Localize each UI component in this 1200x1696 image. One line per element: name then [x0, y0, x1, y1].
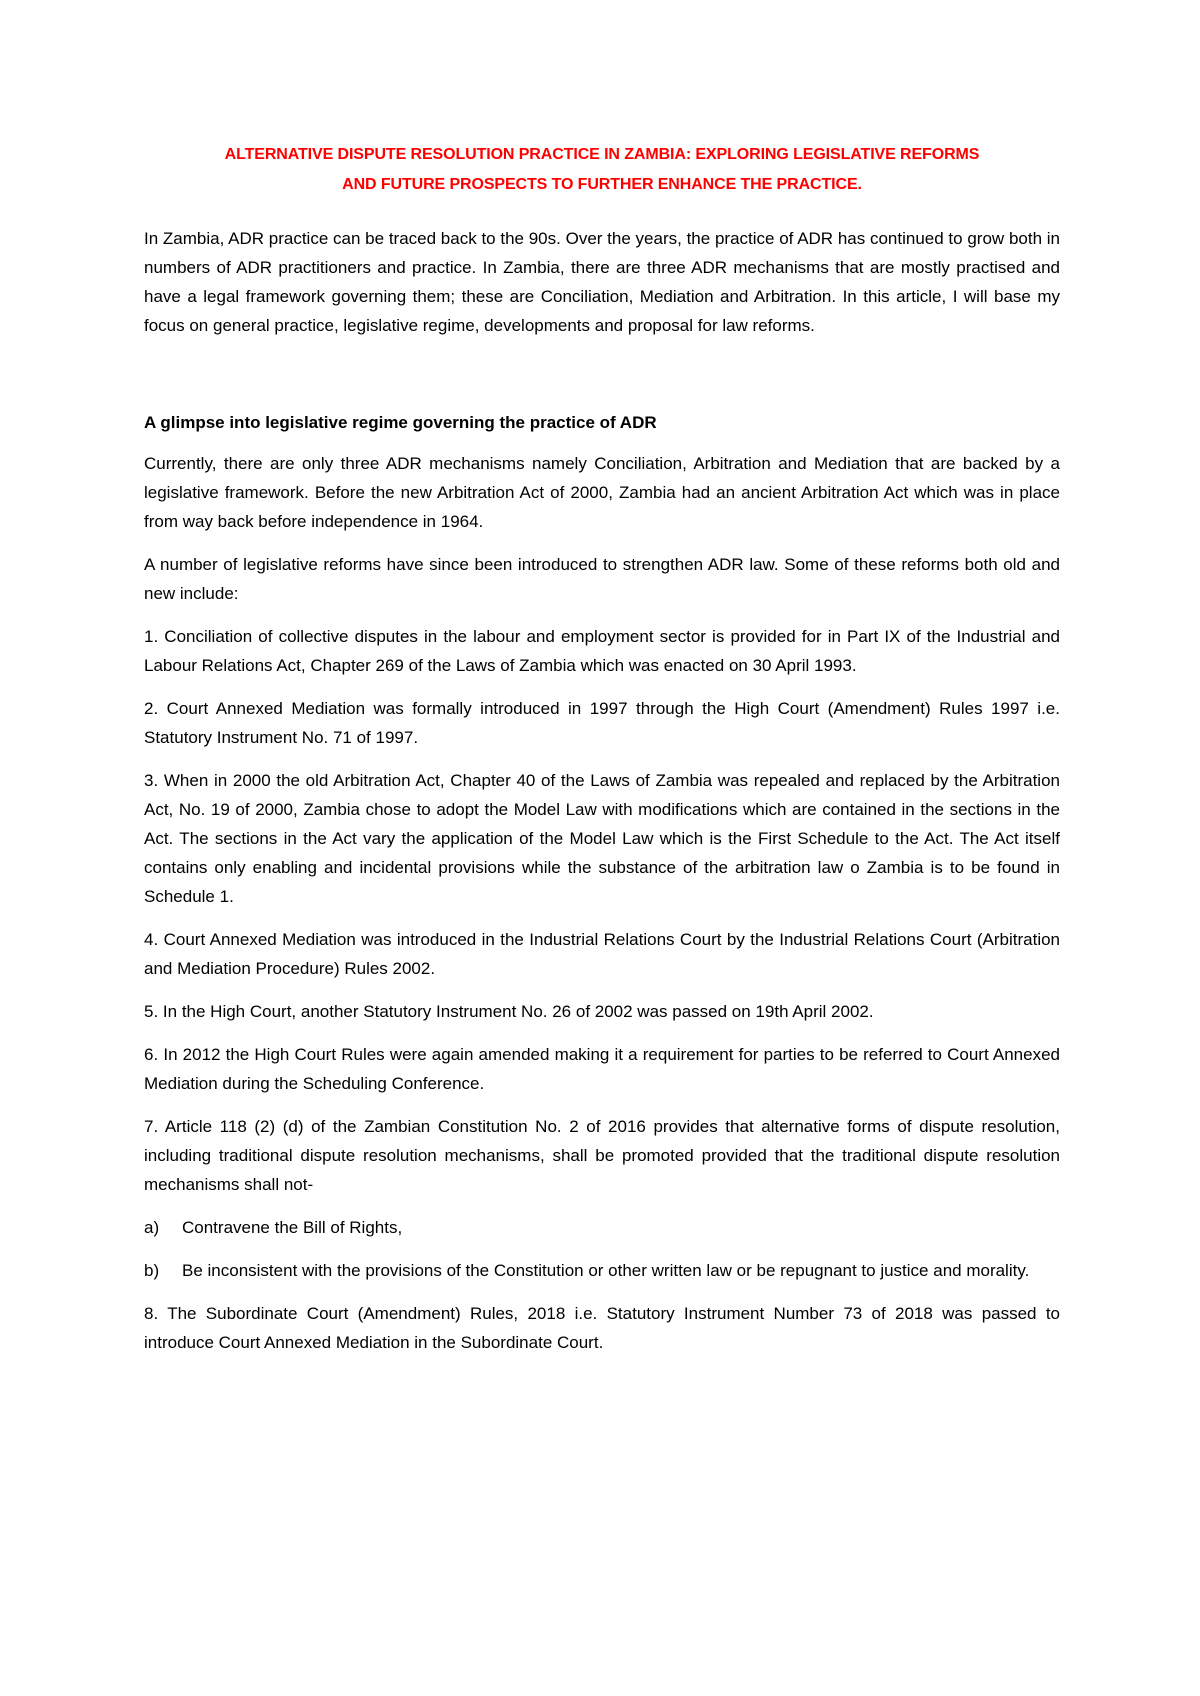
section-heading: A glimpse into legislative regime governing the practice of ADR [144, 413, 657, 432]
title-line-1: ALTERNATIVE DISPUTE RESOLUTION PRACTICE IN ZAMBIA: EXPLORING LEGISLATIVE REFORMS [224, 146, 980, 163]
list-item-7: 7. Article 118 (2) (d) of the Zambian Constitution No. 2 of 2016 provides that alternative forms of dispute resolution, including traditional dispute resolution mechanisms, shall be promoted provided that the traditional dispute resolution mechanisms shall not- [144, 1117, 1060, 1194]
list-item-6: 6. In 2012 the High Court Rules were again amended making it a requirement for parties to be referred to Court Annexed Mediation during the Scheduling Conference. [144, 1045, 1060, 1093]
list-item-5: 5. In the High Court, another Statutory Instrument No. 26 of 2002 was passed on 19th April 2002. [144, 1002, 874, 1021]
list-item-3: 3. When in 2000 the old Arbitration Act, Chapter 40 of the Laws of Zambia was repealed and replaced by the Arbitration Act, No. 19 of 2000, Zambia chose to adopt the Model Law with modifications which are contained in the sections in the Act. The sections in the Act vary the application of the Model Law which is the First Schedule to the Act. The Act itself contains only enabling and incidental provisions while the substance of the arbitration law o Zambia is to be found in Schedule 1. [144, 771, 1060, 906]
sub-item-b [144, 1256, 1060, 1285]
document-page [144, 140, 1060, 1371]
paragraph-1: Currently, there are only three ADR mechanisms namely Conciliation, Arbitration and Mediation that are backed by a legislative framework. Before the new Arbitration Act of 2000, Zambia had an ancient Arbitration Act which was in place from way back before independence in 1964. [144, 454, 1060, 531]
paragraph-2: A number of legislative reforms have since been introduced to strengthen ADR law. Some of these reforms both old and new include: [144, 555, 1060, 603]
title-line-2: AND FUTURE PROSPECTS TO FURTHER ENHANCE THE PRACTICE. [342, 176, 862, 193]
intro-paragraph: In Zambia, ADR practice can be traced back to the 90s. Over the years, the practice of ADR has continued to grow both in numbers of ADR practitioners and practice. In Zambia, there are three ADR mechanisms that are mostly practised and have a legal framework governing them; these are Conciliation, Mediation and Arbitration. In this article, I will base my focus on general practice, legislative regime, developments and proposal for law reforms. [144, 229, 1060, 335]
document-title [144, 140, 1060, 200]
list-item-4: 4. Court Annexed Mediation was introduced in the Industrial Relations Court by the Industrial Relations Court (Arbitration and Mediation Procedure) Rules 2002. [144, 930, 1060, 978]
sub-item-label: a) [144, 1218, 160, 1237]
sub-item-a [144, 1213, 1060, 1242]
list-item-2: 2. Court Annexed Mediation was formally introduced in 1997 through the High Court (Amendment) Rules 1997 i.e. Statutory Instrument No. 71 of 1997. [144, 699, 1060, 747]
list-item-1: 1. Conciliation of collective disputes in the labour and employment sector is provided for in Part IX of the Industrial and Labour Relations Act, Chapter 269 of the Laws of Zambia which was enacted on 30 April 1993. [144, 627, 1060, 675]
list-item-8: 8. The Subordinate Court (Amendment) Rules, 2018 i.e. Statutory Instrument Number 73 of 2018 was passed to introduce Court Annexed Mediation in the Subordinate Court. [144, 1304, 1061, 1352]
sub-item-label: b) [144, 1261, 160, 1280]
sub-item-text: Contravene the Bill of Rights, [182, 1218, 403, 1237]
sub-item-text: Be inconsistent with the provisions of the Constitution or other written law or be repugnant to justice and morality. [182, 1261, 1030, 1280]
